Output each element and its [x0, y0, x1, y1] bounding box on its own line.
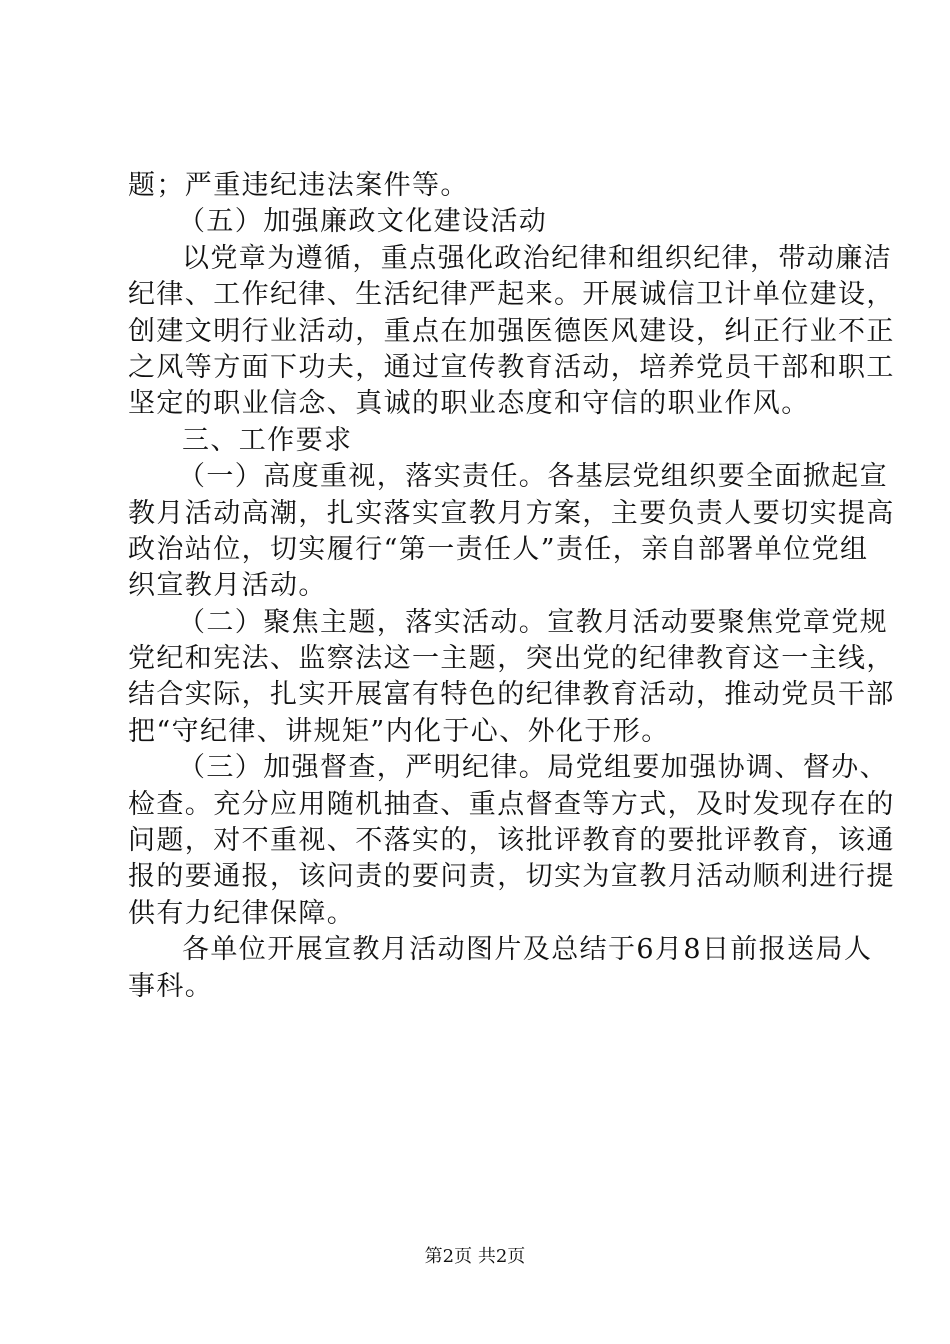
body-line: 之风等方面下功夫，通过宣传教育活动，培养党员干部和职工	[128, 351, 895, 383]
body-line: 供有力纪律保障。	[128, 897, 356, 929]
body-line: 以党章为遵循，重点强化政治纪律和组织纪律，带动廉洁	[182, 242, 892, 274]
body-line: 事科。	[128, 970, 214, 1002]
body-line: 教月活动高潮，扎实落实宣教月方案，主要负责人要切实提高	[128, 497, 895, 529]
body-line: 党纪和宪法、监察法这一主题，突出党的纪律教育这一主线，	[128, 643, 895, 675]
page-number-footer: 第2页 共2页	[424, 1246, 526, 1267]
body-line: 把“守纪律、讲规矩”内化于心、外化于形。	[128, 715, 670, 747]
body-line: 题；严重违纪违法案件等。	[128, 170, 469, 201]
body-line: 各单位开展宣教月活动图片及总结于6月8日前报送局人	[182, 934, 873, 966]
body-line: （一）高度重视，落实责任。各基层党组织要全面掀起宣	[178, 461, 888, 493]
body-line: 坚定的职业信念、真诚的职业态度和守信的职业作风。	[128, 388, 810, 420]
body-line: 问题，对不重视、不落实的，该批评教育的要批评教育，该通	[128, 825, 895, 857]
body-line: 纪律、工作纪律、生活纪律严起来。开展诚信卫计单位建设，	[128, 279, 895, 311]
body-line: 检查。充分应用随机抽查、重点督查等方式，及时发现存在的	[128, 788, 895, 820]
document-body	[128, 168, 895, 1005]
body-line: （二）聚焦主题，落实活动。宣教月活动要聚焦党章党规	[178, 606, 888, 638]
body-line: 报的要通报，该问责的要问责，切实为宣教月活动顺利进行提	[128, 861, 895, 893]
body-line: （三）加强督查，严明纪律。局党组要加强协调、督办、	[178, 752, 888, 784]
body-line: 创建文明行业活动，重点在加强医德医风建设，纠正行业不正	[128, 315, 895, 347]
section-heading: 三、工作要求	[182, 424, 353, 456]
body-line: 政治站位，切实履行“第一责任人”责任，亲自部署单位党组	[128, 533, 869, 565]
section-heading: （五）加强廉政文化建设活动	[178, 206, 548, 238]
body-line: 结合实际，扎实开展富有特色的纪律教育活动，推动党员干部	[128, 679, 895, 711]
body-line: 织宣教月活动。	[128, 570, 327, 602]
